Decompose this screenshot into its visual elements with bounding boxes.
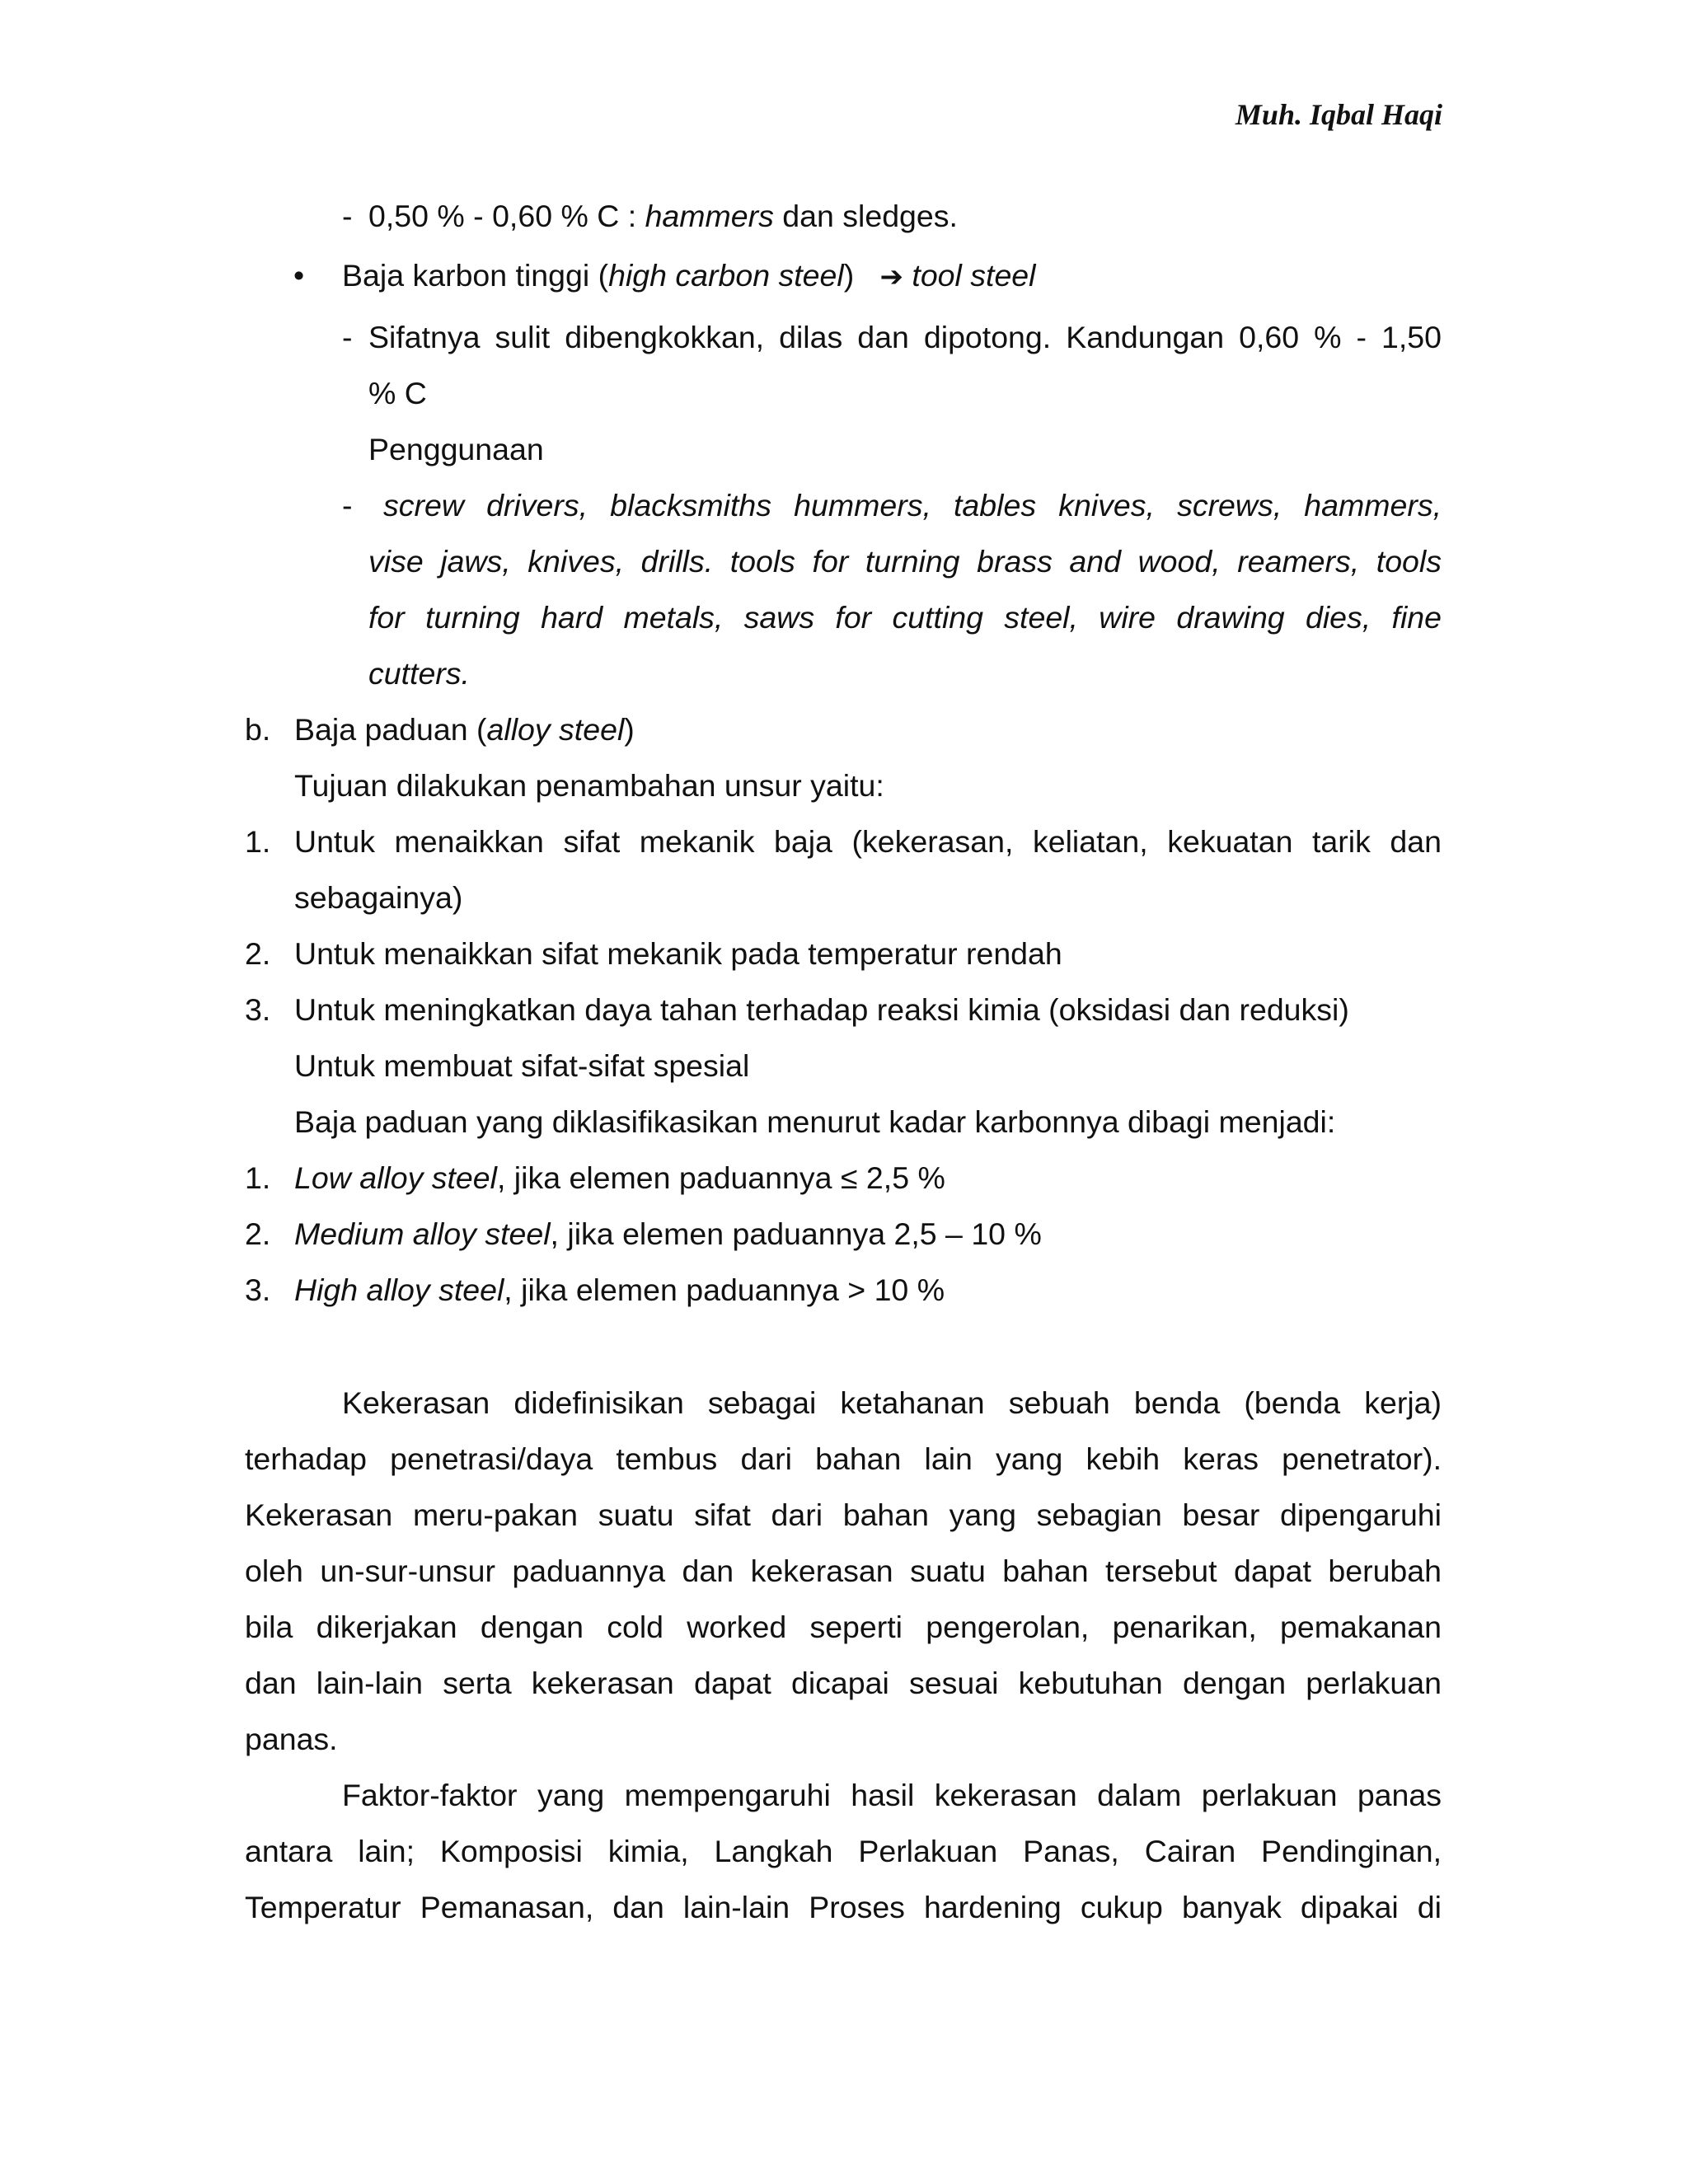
bullet-marker: • bbox=[293, 258, 305, 293]
usage-line: vise jaws, knives, drills. tools for turning brass and wood, reamers, tools bbox=[368, 544, 1442, 579]
paragraph-line: bila dikerjakan dengan cold worked seperti pengerolan, penarikan, pemakanan bbox=[245, 1610, 1442, 1644]
list-marker-2: 2. bbox=[245, 936, 271, 971]
text-span: Baja paduan ( bbox=[294, 712, 487, 747]
dash-marker: - bbox=[342, 320, 353, 354]
paragraph-line: Faktor-faktor yang mempengaruhi hasil kekerasan dalam perlakuan panas bbox=[342, 1778, 1442, 1812]
purpose-item: Untuk menaikkan sifat mekanik baja (kekerasan, keliatan, kekuatan tarik dan bbox=[294, 824, 1442, 859]
italic-term: Low alloy steel bbox=[294, 1160, 497, 1195]
italic-term: Medium alloy steel bbox=[294, 1216, 551, 1251]
arrow-right-icon: ➔ bbox=[879, 261, 903, 293]
paragraph-line: terhadap penetrasi/daya tembus dari bahan lain yang kebih keras penetrator). bbox=[245, 1441, 1442, 1476]
dash-marker: - bbox=[342, 199, 353, 233]
property-line: Sifatnya sulit dibengkokkan, dilas dan dipotong. Kandungan 0,60 % - 1,50 bbox=[368, 320, 1442, 354]
paragraph-line: dan lain-lain serta kekerasan dapat dicapai sesuai kebutuhan dengan perlakuan bbox=[245, 1666, 1442, 1700]
property-line-cont: % C bbox=[368, 376, 427, 410]
usage-line: screw drivers, blacksmiths hummers, tables knives, screws, hammers, bbox=[383, 488, 1442, 523]
paragraph-line: oleh un-sur-unsur paduannya dan kekerasan suatu bahan tersebut dapat berubah bbox=[245, 1554, 1442, 1588]
alloy-heading bbox=[294, 701, 635, 757]
paragraph-line: panas. bbox=[245, 1722, 338, 1756]
dash-marker: - bbox=[342, 488, 353, 523]
class-item bbox=[294, 1150, 945, 1206]
italic-term: High alloy steel bbox=[294, 1272, 504, 1307]
paragraph-line: Temperatur Pemanasan, dan lain-lain Proses hardening cukup banyak dipakai di bbox=[245, 1890, 1442, 1924]
purpose-intro: Tujuan dilakukan penambahan unsur yaitu: bbox=[294, 768, 884, 803]
purpose-item-cont: sebagainya) bbox=[294, 880, 463, 915]
text-span: , jika elemen paduannya > 10 % bbox=[504, 1272, 945, 1307]
text-span: , jika elemen paduannya ≤ 2,5 % bbox=[496, 1160, 945, 1195]
usage-line: cutters. bbox=[368, 656, 470, 691]
text-span: 0,50 % - 0,60 % C : bbox=[368, 199, 645, 233]
usage-line: for turning hard metals, saws for cutting steel, wire drawing dies, fine bbox=[368, 600, 1442, 635]
italic-term: alloy steel bbox=[486, 712, 625, 747]
class-item bbox=[294, 1262, 945, 1318]
list-marker-1: 1. bbox=[245, 824, 271, 859]
text-span: ) bbox=[624, 712, 635, 747]
purpose-item: Untuk meningkatkan daya tahan terhadap reaksi kimia (oksidasi dan reduksi) bbox=[294, 992, 1349, 1027]
list-marker-1: 1. bbox=[245, 1160, 271, 1195]
high-carbon-bullet-line bbox=[342, 247, 1036, 305]
list-marker-3: 3. bbox=[245, 1272, 271, 1307]
hammers-line bbox=[368, 188, 958, 244]
usage-label: Penggunaan bbox=[368, 432, 544, 466]
classification-intro: Baja paduan yang diklasifikasikan menurut kadar karbonnya dibagi menjadi: bbox=[294, 1104, 1336, 1139]
paragraph-line: antara lain; Komposisi kimia, Langkah Perlakuan Panas, Cairan Pendinginan, bbox=[245, 1834, 1442, 1868]
text-span: ) bbox=[843, 258, 855, 293]
purpose-item: Untuk menaikkan sifat mekanik pada temperatur rendah bbox=[294, 936, 1062, 971]
italic-term: high carbon steel bbox=[608, 258, 844, 293]
text-span: , jika elemen paduannya 2,5 – 10 % bbox=[550, 1216, 1042, 1251]
paragraph-line: Kekerasan didefinisikan sebagai ketahanan sebuah benda (benda kerja) bbox=[342, 1385, 1442, 1420]
list-marker-b: b. bbox=[245, 712, 271, 747]
class-item bbox=[294, 1206, 1042, 1262]
italic-term: tool steel bbox=[912, 258, 1036, 293]
italic-term: hammers bbox=[645, 199, 774, 233]
page-header-author: Muh. Iqbal Haqi bbox=[1235, 98, 1442, 131]
text-span: Baja karbon tinggi ( bbox=[342, 258, 609, 293]
list-marker-2: 2. bbox=[245, 1216, 271, 1251]
list-marker-3: 3. bbox=[245, 992, 271, 1027]
paragraph-line: Kekerasan meru-pakan suatu sifat dari bahan yang sebagian besar dipengaruhi bbox=[245, 1497, 1442, 1532]
text-span: dan sledges. bbox=[773, 199, 958, 233]
purpose-item: Untuk membuat sifat-sifat spesial bbox=[294, 1048, 750, 1083]
